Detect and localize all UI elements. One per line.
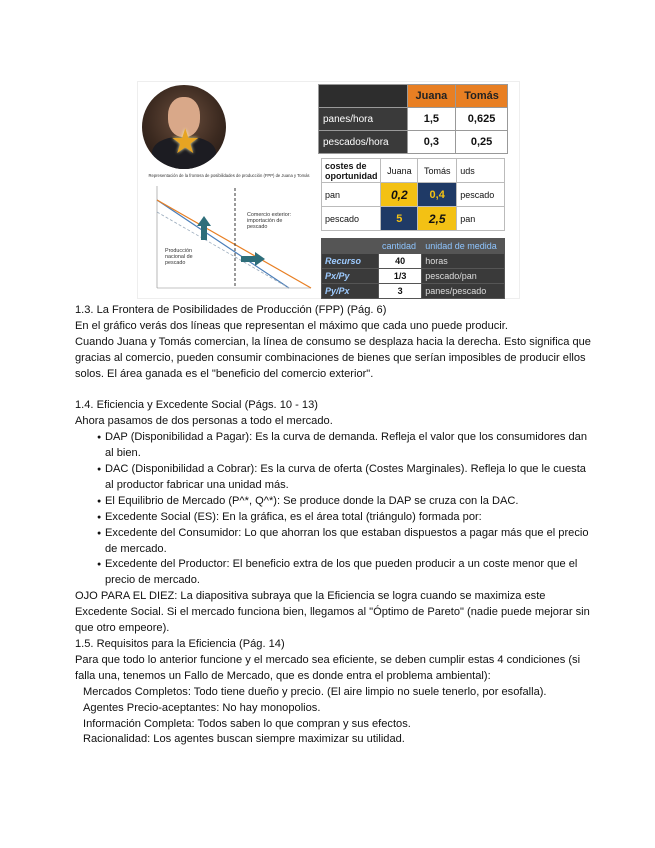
section-title-1-4: 1.4. Eficiencia y Excedente Social (Págs. 10 - 13) bbox=[75, 399, 318, 412]
cost-cell: 2,5 bbox=[418, 207, 457, 231]
list-item: Racionalidad: Los agentes buscan siempre maximizar su utilidad. bbox=[83, 733, 405, 746]
cost-unit: pescado bbox=[457, 183, 505, 207]
cost-header: uds bbox=[457, 159, 505, 183]
opportunity-cost-table bbox=[321, 158, 505, 231]
units-row-label: Px/Py bbox=[322, 269, 379, 284]
cost-header: Juana bbox=[381, 159, 418, 183]
production-table bbox=[318, 84, 508, 154]
production-header-tomas: Tomás bbox=[456, 85, 508, 108]
paragraph: Ahora pasamos de dos personas a todo el mercado. bbox=[75, 415, 333, 428]
fpp-chart-title: Representación de la frontera de posibilidades de producción (FPP) de Juana y Tomás bbox=[148, 173, 310, 178]
list-item: ● Excedente del Productor: El beneficio extra de los que pueden producir a un coste menor que el precio de mercado. bbox=[75, 557, 595, 589]
fpp-chart bbox=[143, 172, 315, 296]
cost-unit: pan bbox=[457, 207, 505, 231]
units-unit: panes/pescado bbox=[422, 284, 505, 299]
production-cell: 1,5 bbox=[407, 108, 455, 131]
units-row-label: Py/Px bbox=[322, 284, 379, 299]
list-item: ● Excedente Social (ES): En la gráfica, es el área total (triángulo) formada por: bbox=[75, 510, 595, 526]
production-header-juana: Juana bbox=[407, 85, 455, 108]
units-qty: 3 bbox=[379, 284, 422, 299]
spacer bbox=[75, 383, 595, 399]
paragraph-ojo: OJO PARA EL DIEZ: La diapositiva subraya que la Eficiencia se logra cuando se maximiza este Excedente Social. Si el mercado funciona bien, llegamos al "Óptimo de Pareto" (nadie puede mejorar sin que otro empeore). bbox=[75, 590, 590, 635]
cost-cell: 0,2 bbox=[381, 183, 418, 207]
units-unit: pescado/pan bbox=[422, 269, 505, 284]
cost-row-label: pescado bbox=[322, 207, 381, 231]
list-item: ● DAP (Disponibilidad a Pagar): Es la curva de demanda. Refleja el valor que los consumidores dan al bien. bbox=[75, 430, 595, 462]
units-header: unidad de medida bbox=[422, 239, 505, 254]
production-cell: 0,25 bbox=[456, 131, 508, 154]
units-qty: 1/3 bbox=[379, 269, 422, 284]
list-item: Información Completa: Todos saben lo que compran y sus efectos. bbox=[83, 717, 411, 730]
list-item: ● DAC (Disponibilidad a Cobrar): Es la curva de oferta (Costes Marginales). Refleja lo que le cuesta al productor fabricar una unidad más. bbox=[75, 462, 595, 494]
illustration-figure bbox=[138, 82, 519, 298]
units-header: cantidad bbox=[379, 239, 422, 254]
paragraph: Cuando Juana y Tomás comercian, la línea de consumo se desplaza hacia la derecha. Esto significa que gracias al comercio, pueden consumir combinaciones de bienes que serían imposibles de producir ellos solos. El área ganada es el "beneficio del comercio exterior". bbox=[75, 335, 591, 380]
paragraph: Para que todo lo anterior funcione y el mercado sea eficiente, se deben cumplir estas 4 condiciones (si falla una, tenemos un Fallo de Mercado, que es donde entra el problema ambiental): bbox=[75, 653, 581, 682]
cost-cell: 0,4 bbox=[418, 183, 457, 207]
production-cell: 0,3 bbox=[407, 131, 455, 154]
list-item: ● El Equilibrio de Mercado (P^*, Q^*): Se produce donde la DAP se cruza con la DAC. bbox=[75, 494, 595, 510]
document-body bbox=[75, 303, 595, 748]
prod-label: Producción nacional de pescado bbox=[165, 248, 193, 266]
paragraph: En el gráfico verás dos líneas que representan el máximo que cada uno puede producir. bbox=[75, 319, 508, 332]
cost-header: Tomás bbox=[418, 159, 457, 183]
section-title-1-5: 1.5. Requisitos para la Eficiencia (Pág. 14) bbox=[75, 638, 285, 651]
cost-cell: 5 bbox=[381, 207, 418, 231]
star-icon: ★ bbox=[170, 123, 201, 161]
units-table bbox=[321, 238, 505, 299]
prod-label-box bbox=[165, 248, 205, 278]
arrow-up-icon-head bbox=[197, 216, 211, 226]
units-unit: horas bbox=[422, 254, 505, 269]
list-item: Agentes Precio-aceptantes: No hay monopolios. bbox=[83, 701, 321, 714]
section-title-1-3: 1.3. La Frontera de Posibilidades de Producción (FPP) (Pág. 6) bbox=[75, 304, 387, 316]
bullet-list bbox=[75, 430, 595, 589]
production-row-label: pescados/hora bbox=[319, 131, 408, 154]
units-qty: 40 bbox=[379, 254, 422, 269]
trade-label-box bbox=[247, 212, 293, 244]
units-row-label: Recurso bbox=[322, 254, 379, 269]
arrow-right-icon bbox=[241, 256, 255, 262]
avatar bbox=[142, 85, 226, 169]
units-table-corner bbox=[322, 239, 379, 254]
production-cell: 0,625 bbox=[456, 108, 508, 131]
arrow-right-icon-head bbox=[255, 252, 265, 266]
cost-row-label: pan bbox=[322, 183, 381, 207]
production-table-corner bbox=[319, 85, 408, 108]
production-row-label: panes/hora bbox=[319, 108, 408, 131]
trade-label: Comercio exterior: importación de pescado bbox=[247, 212, 292, 230]
list-item: ● Excedente del Consumidor: Lo que ahorran los que estaban dispuestos a pagar más que el precio de mercado. bbox=[75, 526, 595, 558]
arrow-up-icon bbox=[201, 224, 207, 240]
cost-header-label: costes de oportunidad bbox=[322, 159, 381, 183]
list-item: Mercados Completos: Todo tiene dueño y precio. (El aire limpio no suele tenerlo, por esofalla). bbox=[83, 685, 547, 698]
